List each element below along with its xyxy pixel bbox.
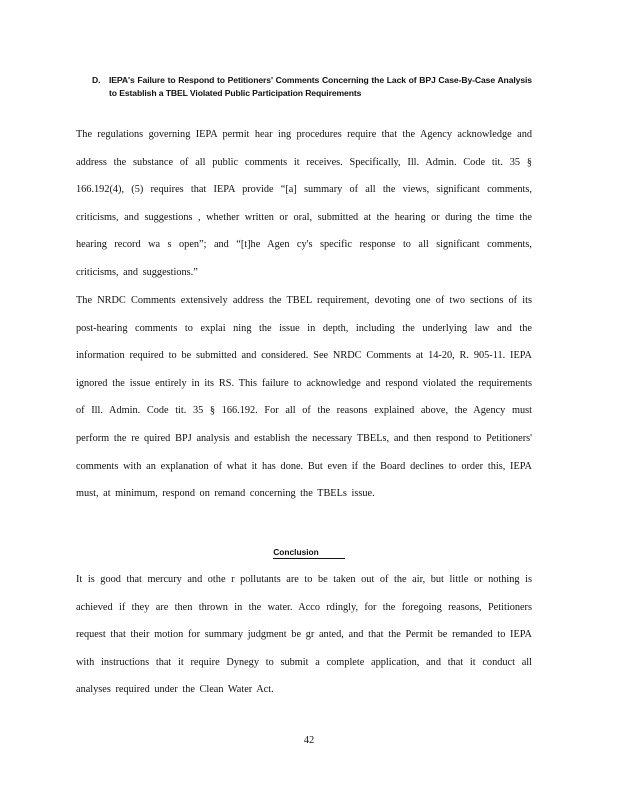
conclusion-heading-text: Conclusion <box>273 547 345 559</box>
section-heading-text: IEPA's Failure to Respond to Petitioners' Comments Concerning the Lack of BPJ Case-By-Case Analysis to Establish a TBEL Violated Public Participation Requirements <box>109 75 532 98</box>
paragraph-nrdc-comments: The NRDC Comments extensively address the TBEL requirement, devoting one of two sections of its post-hearing comments to explai ning the issue in depth, including the underlying law and the information required to be submitted and considered. See NRDC Comments at 14-20, R. 905-11. IEPA ignored the issue entirely in its RS. This failure to acknowledge and respond violated the requirements of Ill. Admin. Code tit. 35 § 166.192. For all of the reasons explained above, the Agency must perform the re quired BPJ analysis and establish the necessary TBELs, and then respond to Petitioners' comments with an explanation of what it has done. But even if the Board declines to order this, IEPA must, at minimum, respond on remand concerning the TBELs issue. <box>76 295 532 500</box>
page-number: 42 <box>303 735 315 746</box>
section-letter: D. <box>92 75 101 85</box>
paragraph-regulations: The regulations governing IEPA permit hear ing procedures require that the Agency acknowledge and address the substance of all public comments it receives. Specifically, Ill. Admin. Code tit. 35 § 166.192(4), (5) requires that IEPA provide “[a] summary of all the views, significant comments, criticisms, and suggestions , whether written or oral, submitted at the hearing or during the time the hearing record wa s open”; and “[t]he Agen cy's specific response to all significant comments, criticisms, and suggestions.” <box>76 129 532 278</box>
paragraph-conclusion: It is good that mercury and othe r pollutants are to be taken out of the air, but little or nothing is achieved if they are then thrown in the water. Acco rdingly, for the foregoing reasons, Petitioners request that their motion for summary judgment be gr anted, and that the Permit be remanded to IEPA with instructions that it require Dynegy to submit a complete application, and that it conduct all analyses required under the Clean Water Act. <box>76 574 532 696</box>
conclusion-heading <box>0 547 618 557</box>
